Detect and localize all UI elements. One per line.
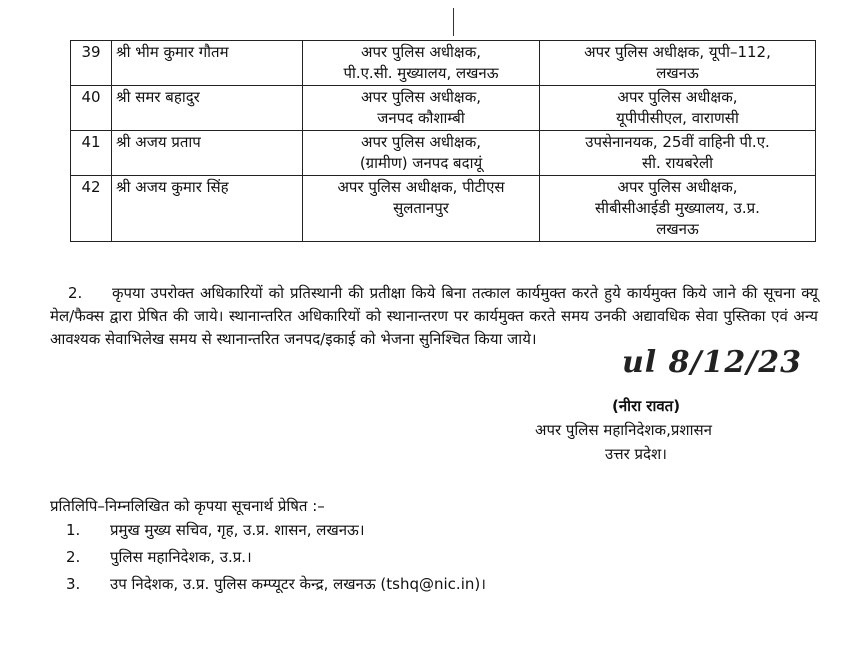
signatory-designation: अपर पुलिस महानिदेशक,प्रशासन [535,421,712,439]
new-posting: अपर पुलिस अधीक्षक, सीबीसीआईडी मुख्यालय, उ.प्र. लखनऊ [540,176,816,242]
serial-number: 39 [71,41,112,86]
current-posting: अपर पुलिस अधीक्षक, जनपद कौशाम्बी [303,86,540,131]
serial-number: 40 [71,86,112,131]
new-posting: उपसेनानयक, 25वीं वाहिनी पी.ए. सी. रायबरेली [540,131,816,176]
table-row [71,41,816,86]
serial-number: 42 [71,176,112,242]
new-posting: अपर पुलिस अधीक्षक, यूपीपीसीएल, वाराणसी [540,86,816,131]
table-row [71,131,816,176]
copy-to-list [50,520,486,601]
current-posting: अपर पुलिस अधीक्षक, पी.ए.सी. मुख्यालय, लखनऊ [303,41,540,86]
list-item: 1. प्रमुख मुख्य सचिव, गृह, उ.प्र. शासन, लखनऊ। [66,521,365,539]
list-item: 2. पुलिस महानिदेशक, उ.प्र.। [66,548,252,566]
paragraph-text: कृपया उपरोक्त अधिकारियों को प्रतिस्थानी की प्रतीक्षा किये बिना तत्काल कार्यमुक्त करते हुये कार्यमुक्त किये जाने की सूचना क्यू मेल/फैक्स द्वारा प्रेषित की जाये। स्थानान्तरित अधिकारियों को स्थानान्तरण पर कार्यमुक्त करते समय उनकी अद्यावधिक सेवा पुस्तिका एवं अन्य आवश्यक सेवाभिलेख समय से स्थानान्तरित जनपद/इकाई को भेजना सुनिश्चित किया जाये। [50,284,818,348]
instruction-paragraph [50,282,818,351]
current-posting: अपर पुलिस अधीक्षक, पीटीएस सुलतानपुर [303,176,540,242]
transfer-table [70,40,816,242]
officer-name: श्री अजय कुमार सिंह [112,176,303,242]
officer-name: श्री अजय प्रताप [112,131,303,176]
signatory-name: (नीरा रावत) [612,397,681,415]
table-row [71,176,816,242]
table-row [71,86,816,131]
top-mark [453,8,454,36]
serial-number: 41 [71,131,112,176]
current-posting: अपर पुलिस अधीक्षक, (ग्रामीण) जनपद बदायूं [303,131,540,176]
officer-name: श्री समर बहादुर [112,86,303,131]
list-item: 3. उप निदेशक, उ.प्र. पुलिस कम्प्यूटर केन्द्र, लखनऊ (tshq@nic.in)। [66,575,486,593]
paragraph-number: 2. [68,284,83,302]
copy-to-heading: प्रतिलिपि–निम्नलिखित को कृपया सूचनार्थ प्रेषित :– [50,497,325,515]
officer-name: श्री भीम कुमार गौतम [112,41,303,86]
signatory-state: उत्तर प्रदेश। [605,445,667,463]
handwritten-signature: ul 8/12/23 [622,345,802,380]
new-posting: अपर पुलिस अधीक्षक, यूपी–112, लखनऊ [540,41,816,86]
